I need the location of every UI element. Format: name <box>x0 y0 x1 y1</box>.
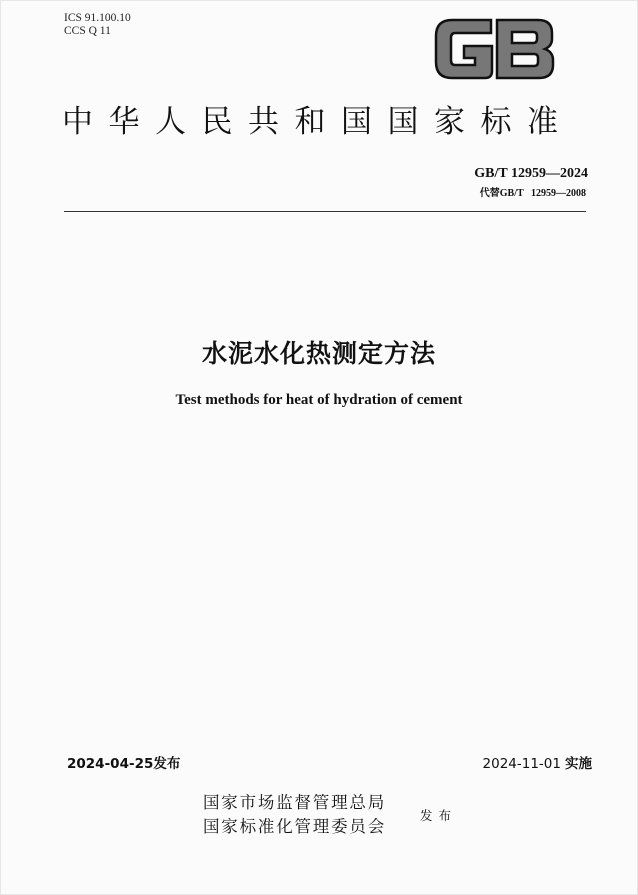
replaced-standard: 代替GB/T 12959—2008 <box>479 188 586 199</box>
document-title-english: Test methods for heat of hydration of cement <box>175 392 463 408</box>
header-divider <box>64 211 586 212</box>
issue-date: 2024-04-25发布 <box>67 756 181 772</box>
implementation-label: 实施 <box>565 756 592 772</box>
implementation-date <box>483 752 592 772</box>
ccs-code: CCS Q 11 <box>64 25 111 37</box>
publish-label: 发布 <box>420 808 458 823</box>
standard-number: GB/T 12959—2024 <box>474 166 588 181</box>
gb-standard-logo-icon <box>430 14 558 82</box>
classification-codes <box>64 12 131 38</box>
issuing-authorities <box>203 791 386 839</box>
issuer-sac: 国家标准化管理委员会 <box>203 817 386 836</box>
issuer-samr: 国家市场监督管理总局 <box>203 793 386 812</box>
ics-code: ICS 91.100.10 <box>64 12 131 24</box>
national-standard-title: 中华人民共和国国家标准 <box>62 104 574 140</box>
document-title-chinese: 水泥水化热测定方法 <box>201 339 436 368</box>
implementation-date-value: 2024-11-01 <box>482 756 561 772</box>
